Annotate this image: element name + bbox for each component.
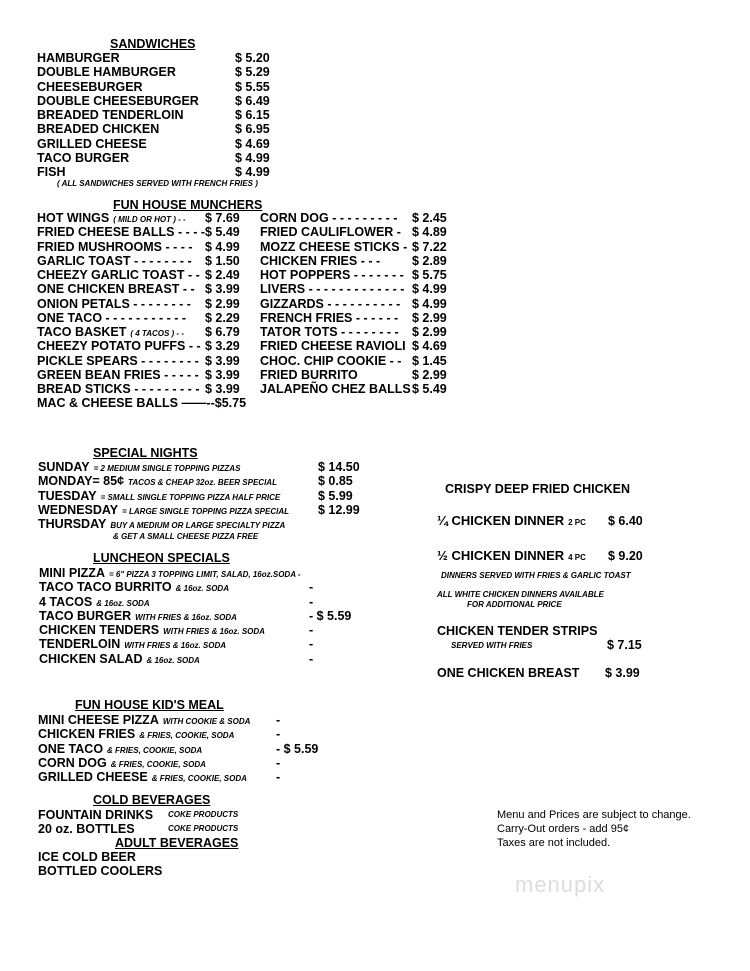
cold-beverages-heading: COLD BEVERAGES [93,793,211,807]
item-price: $ 1.45 [412,353,447,368]
item-name: FRENCH FRIES - - - - - - [260,310,399,325]
item-note: WITH FRIES & 16oz. SODA [124,641,227,651]
menu-item [38,864,298,878]
item-price: - [309,651,314,666]
item-name: MINI PIZZA [39,566,105,580]
chicken-heading: CRISPY DEEP FRIED CHICKEN [445,482,630,496]
item-price: $ 2.99 [412,325,447,339]
item-name-wrap [37,297,191,311]
menu-item [260,225,460,239]
munchers-left-list [37,211,262,411]
item-price: $ 5.49 [205,225,240,240]
menu-item [260,254,460,268]
item-name: GRILLED CHEESE [38,770,148,784]
item-name-wrap [37,368,199,382]
menu-item [37,225,262,239]
item-price: $ 3.99 [205,353,240,368]
item-name-wrap [37,94,199,108]
menu-item [39,652,379,666]
item-name-wrap [37,382,199,396]
item-name: TACO TACO BURRITO [39,580,172,595]
item-name: CHEESEBURGER [37,79,143,94]
item-name: HOT POPPERS - - - - - - - [260,268,404,282]
item-name: TUESDAY [38,488,97,503]
menu-item [38,727,348,741]
item-name: ¼ CHICKEN DINNER [437,513,565,528]
menu-item [38,517,368,531]
item-name: 20 oz. BOTTLES [38,822,135,837]
menu-item [37,211,262,225]
item-price: - [276,727,281,742]
item-price: $ 1.50 [205,253,240,268]
menu-item [38,822,298,836]
item-name: BREADED TENDERLOIN [37,108,184,122]
item-name-wrap [260,282,404,296]
menu-item [37,108,297,122]
item-name: ICE COLD BEER [38,850,136,864]
item-note: WITH FRIES & 16oz. SODA [135,612,237,622]
item-name: THURSDAY [38,517,107,531]
menu-item [37,165,297,179]
item-note: 4 PC [568,553,586,562]
item-price: $ 7.22 [412,239,447,254]
menu-item [37,65,297,79]
menu-item [39,595,379,609]
item-name: TACO BURGER [37,150,130,165]
item-name: ONION PETALS - - - - - - - - [37,296,191,311]
item-note: & 16oz. SODA [175,584,229,594]
munchers-right-list [260,211,460,396]
item-price: $ 4.69 [235,136,270,151]
menu-item [39,623,379,637]
item-price: $ 4.99 [235,165,270,179]
item-price: $ 5.75 [412,268,447,282]
item-price: $ 4.99 [412,282,447,297]
munchers-heading: FUN HOUSE MUNCHERS [113,198,263,212]
menu-item [38,742,348,756]
luncheon-heading: LUNCHEON SPECIALS [93,551,230,565]
item-note: 2 PC [568,518,586,527]
item-note: COKE PRODUCTS [168,824,239,834]
item-name: CORN DOG [38,755,107,770]
item-note: WITH FRIES & 16oz. SODA [163,627,265,636]
item-price: $ 9.20 [608,549,643,563]
menu-item [38,713,348,727]
item-price: $ 7.69 [205,211,240,225]
menu-item [39,566,379,580]
item-note: WITH COOKIE & SODA [162,717,251,726]
item-price: - [276,770,281,784]
item-name-wrap [38,822,239,837]
menu-item [260,211,460,225]
adult-beverages-list [38,850,298,879]
item-name-wrap [260,354,401,368]
item-name-wrap [37,240,193,254]
item-name-wrap [37,51,120,65]
item-name-wrap [260,368,358,382]
item-name-wrap [260,311,398,325]
kids-meal-list [38,713,348,784]
item-price: - [309,580,314,595]
item-name: GRILLED CHEESE [37,136,147,151]
item-price: - $ 5.59 [309,608,352,623]
menu-item [38,756,348,770]
tender-strips-row [437,624,657,638]
item-name: ONE CHICKEN BREAST - - [37,282,195,297]
item-price: $ 6.40 [608,514,643,528]
menu-item [260,382,460,396]
item-price: - $ 5.59 [276,741,319,756]
item-price: $ 2.99 [205,296,240,311]
item-price: $ 2.45 [412,211,447,225]
item-note: ( MILD OR HOT ) - - [113,215,186,224]
menu-item [38,503,368,517]
item-name-wrap [37,122,159,136]
menu-item [260,268,460,282]
item-name: TACO BURGER [39,608,132,623]
item-name-wrap [260,268,404,282]
menu-item [38,474,368,488]
item-name: FRIED MUSHROOMS - - - - [37,239,193,254]
item-price: $ 6.15 [235,108,270,122]
item-name-wrap [39,652,200,668]
item-price: $ 3.99 [205,382,240,396]
item-price: - [309,594,314,609]
item-name-wrap [37,165,65,179]
special-nights-heading: SPECIAL NIGHTS [93,446,198,460]
item-name: CHICKEN SALAD [39,651,143,666]
item-name-wrap [37,396,246,410]
footer-line-1: Menu and Prices are subject to change. [497,809,691,821]
item-name: GIZZARDS - - - - - - - - - - [260,296,401,311]
item-note: = 2 MEDIUM SINGLE TOPPING PIZZAS [93,464,241,473]
item-price: $ 2.49 [205,268,240,282]
item-name: FRIED CAULIFLOWER - [260,225,401,240]
item-note: = LARGE SINGLE TOPPING PIZZA SPECIAL [122,506,290,516]
menu-item [37,51,297,65]
white-chicken-note-2: FOR ADDITIONAL PRICE [467,600,562,609]
menu-item [37,297,262,311]
menu-item [37,354,262,368]
item-name-wrap [38,517,285,533]
item-name-wrap [37,225,205,239]
item-name-wrap [37,108,184,122]
item-price: $ 5.49 [412,382,447,396]
item-name: 4 TACOS [39,594,93,609]
item-name: DOUBLE HAMBURGER [37,65,176,80]
item-name: GREEN BEAN FRIES - - - - - [37,367,199,382]
tender-strips-note: SERVED WITH FRIES [451,641,533,650]
item-name-wrap [260,240,407,254]
item-name-wrap [260,254,380,268]
item-name-wrap [37,254,192,268]
item-name: GARLIC TOAST - - - - - - - - [37,253,192,268]
menu-item [37,368,262,382]
item-price: $ 5.55 [235,79,270,94]
item-name: CHICKEN FRIES - - - [260,253,381,268]
item-price: $ 6.49 [235,93,270,108]
item-name: CHICKEN FRIES [38,727,136,742]
special-nights-list [38,460,368,531]
menu-item [39,580,379,594]
item-price: $ 5.29 [235,65,270,80]
item-name: BOTTLED COOLERS [38,864,163,879]
item-price: $ 3.29 [205,339,240,354]
item-name-wrap [37,65,176,79]
item-price: $ 3.99 [205,367,240,382]
item-name: TACO BASKET [37,325,127,339]
item-name-wrap [37,137,147,151]
item-name: MONDAY= 85¢ [38,474,125,489]
item-name: LIVERS - - - - - - - - - - - - - [260,282,405,297]
item-price: $ 6.79 [205,325,240,339]
item-note: BUY A MEDIUM OR LARGE SPECIALTY PIZZA [110,521,286,530]
adult-beverages-heading: ADULT BEVERAGES [115,836,239,850]
item-price: $ 4.99 [205,239,240,254]
menu-item [38,850,298,864]
menu-item [39,609,379,623]
item-price: $ 2.99 [412,367,447,382]
item-price: $ 3.99 [605,666,640,680]
item-name: BREAD STICKS - - - - - - - - - [37,382,200,396]
item-name: MINI CHEESE PIZZA [38,713,159,727]
item-price: - [309,623,314,637]
item-price: - [276,755,281,770]
item-name-wrap [37,339,201,353]
menu-item [260,339,460,353]
item-name: WEDNESDAY [38,502,119,517]
menu-item [39,637,379,651]
item-name: FRIED CHEESE RAVIOLI [260,339,406,354]
menu-item [37,122,297,136]
item-price: - [309,637,314,652]
item-name: ½ CHICKEN DINNER [437,548,565,563]
item-name: JALAPEÑO CHEZ BALLS [260,382,411,396]
item-name-wrap [37,151,129,165]
item-name: MOZZ CHEESE STICKS - [260,239,408,254]
item-name: SUNDAY [38,460,90,474]
item-price: $ 3.99 [205,282,240,297]
item-price: $ 14.50 [318,460,360,474]
menu-item [260,354,460,368]
tender-strips-price: $ 7.15 [607,638,642,652]
item-name: MAC & CHEESE BALLS ——--$5.75 [37,396,247,411]
cold-beverages-list [38,808,298,837]
footer-line-2: Carry-Out orders - add 95¢ [497,823,630,835]
menu-item [37,80,297,94]
item-name-wrap [37,80,143,94]
item-name-wrap [37,311,186,325]
menu-item [37,311,262,325]
item-name: CHICKEN TENDERS [39,623,160,637]
item-price: $ 0.85 [318,474,353,489]
menu-item [37,254,262,268]
menu-item [37,268,262,282]
item-name-wrap [260,297,400,311]
menu-item [38,808,298,822]
item-name: CHEEZY GARLIC TOAST - - [37,268,200,282]
menu-item [260,240,460,254]
chicken-breast-row [437,666,657,680]
item-note: TACOS & CHEAP 32oz. BEER SPECIAL [128,478,277,488]
quarter-chicken-row [437,514,657,528]
menu-item [260,368,460,382]
menu-item [37,396,262,410]
item-name: ONE TACO [38,741,104,756]
sandwiches-note: ( ALL SANDWICHES SERVED WITH FRENCH FRIES ) [57,179,258,188]
item-name: FRIED CHEESE BALLS - - - - [37,225,206,240]
menu-item [38,489,368,503]
item-name: TATOR TOTS - - - - - - - - [260,325,399,339]
item-price: $ 4.99 [412,296,447,311]
item-name: CHOC. CHIP COOKIE - - [260,353,402,368]
item-price: $ 2.99 [412,310,447,325]
footer-line-3: Taxes are not included. [497,837,611,849]
item-note: & FRIES, COOKIE, SODA [107,745,203,755]
half-chicken-row [437,549,657,563]
menu-item [38,770,348,784]
item-name-wrap [38,808,239,822]
item-price: $ 2.29 [205,310,240,325]
item-name: FRIED BURRITO [260,367,358,382]
menu-item [260,282,460,296]
menu-item [37,382,262,396]
sandwiches-list [37,51,297,179]
item-price: $ 2.89 [412,253,447,268]
item-name: HAMBURGER [37,51,120,65]
item-note: ( 4 TACOS ) - - [130,329,184,338]
item-note: COKE PRODUCTS [168,810,239,819]
menu-item [37,240,262,254]
item-name: CHEEZY POTATO PUFFS - - [37,339,201,354]
menu-item [37,137,297,151]
item-price: $ 6.95 [235,122,270,137]
item-price: $ 5.99 [318,488,353,503]
sandwiches-heading: SANDWICHES [110,37,196,51]
white-chicken-note: ALL WHITE CHICKEN DINNERS AVAILABLE [437,590,604,599]
item-note: = 6" PIZZA 3 TOPPING LIMIT, SALAD, 16oz.SODA - [108,570,301,579]
item-name-wrap [37,268,200,282]
item-name: CORN DOG - - - - - - - - - [260,211,398,225]
item-name-wrap [260,339,406,353]
item-name: DOUBLE CHEESEBURGER [37,93,199,108]
item-name-wrap [260,382,411,396]
item-note: & 16oz. SODA [96,598,150,608]
item-name: CHICKEN TENDER STRIPS [437,624,598,638]
item-name-wrap [260,211,397,225]
menu-item [260,297,460,311]
item-price: $ 4.69 [412,339,447,354]
kids-meal-heading: FUN HOUSE KID'S MEAL [75,698,224,712]
watermark-logo: menupix [515,872,606,897]
item-note: = SMALL SINGLE TOPPING PIZZA HALF PRICE [100,492,281,502]
menu-item [38,460,368,474]
menu-item [37,94,297,108]
item-price: $ 4.89 [412,225,447,240]
menu-item [37,325,262,339]
dinners-note: DINNERS SERVED WITH FRIES & GARLIC TOAST [441,571,631,580]
item-name: PICKLE SPEARS - - - - - - - - [37,353,199,368]
item-name-wrap [38,770,247,786]
item-name-wrap [260,325,399,339]
menu-item [260,325,460,339]
item-note: & FRIES, COOKIE, SODA [151,774,247,783]
item-note: & FRIES, COOKIE, SODA [139,731,235,741]
menu-item [37,151,297,165]
item-name-wrap [37,354,199,368]
item-name: FISH [37,165,66,179]
menu-item [37,282,262,296]
item-name: TENDERLOIN [39,637,121,652]
item-name-wrap [260,225,401,239]
item-name-wrap [38,864,162,878]
item-name: FOUNTAIN DRINKS [38,808,154,822]
item-name: HOT WINGS [37,211,110,225]
item-price: - [276,713,281,727]
item-price: $ 4.99 [235,150,270,165]
item-name: BREADED CHICKEN [37,122,160,137]
luncheon-list [39,566,379,666]
item-name-wrap [37,282,195,296]
item-note: & 16oz. SODA [146,655,200,665]
menu-item [260,311,460,325]
thursday-subnote: & GET A SMALL CHEESE PIZZA FREE [113,532,259,541]
item-name: ONE TACO - - - - - - - - - - - [37,310,187,325]
item-name-wrap [38,850,136,864]
item-note: & FRIES, COOKIE, SODA [110,759,206,769]
item-name: ONE CHICKEN BREAST [437,666,580,680]
item-price: $ 12.99 [318,502,360,517]
menu-item [37,339,262,353]
item-price: $ 5.20 [235,51,270,65]
